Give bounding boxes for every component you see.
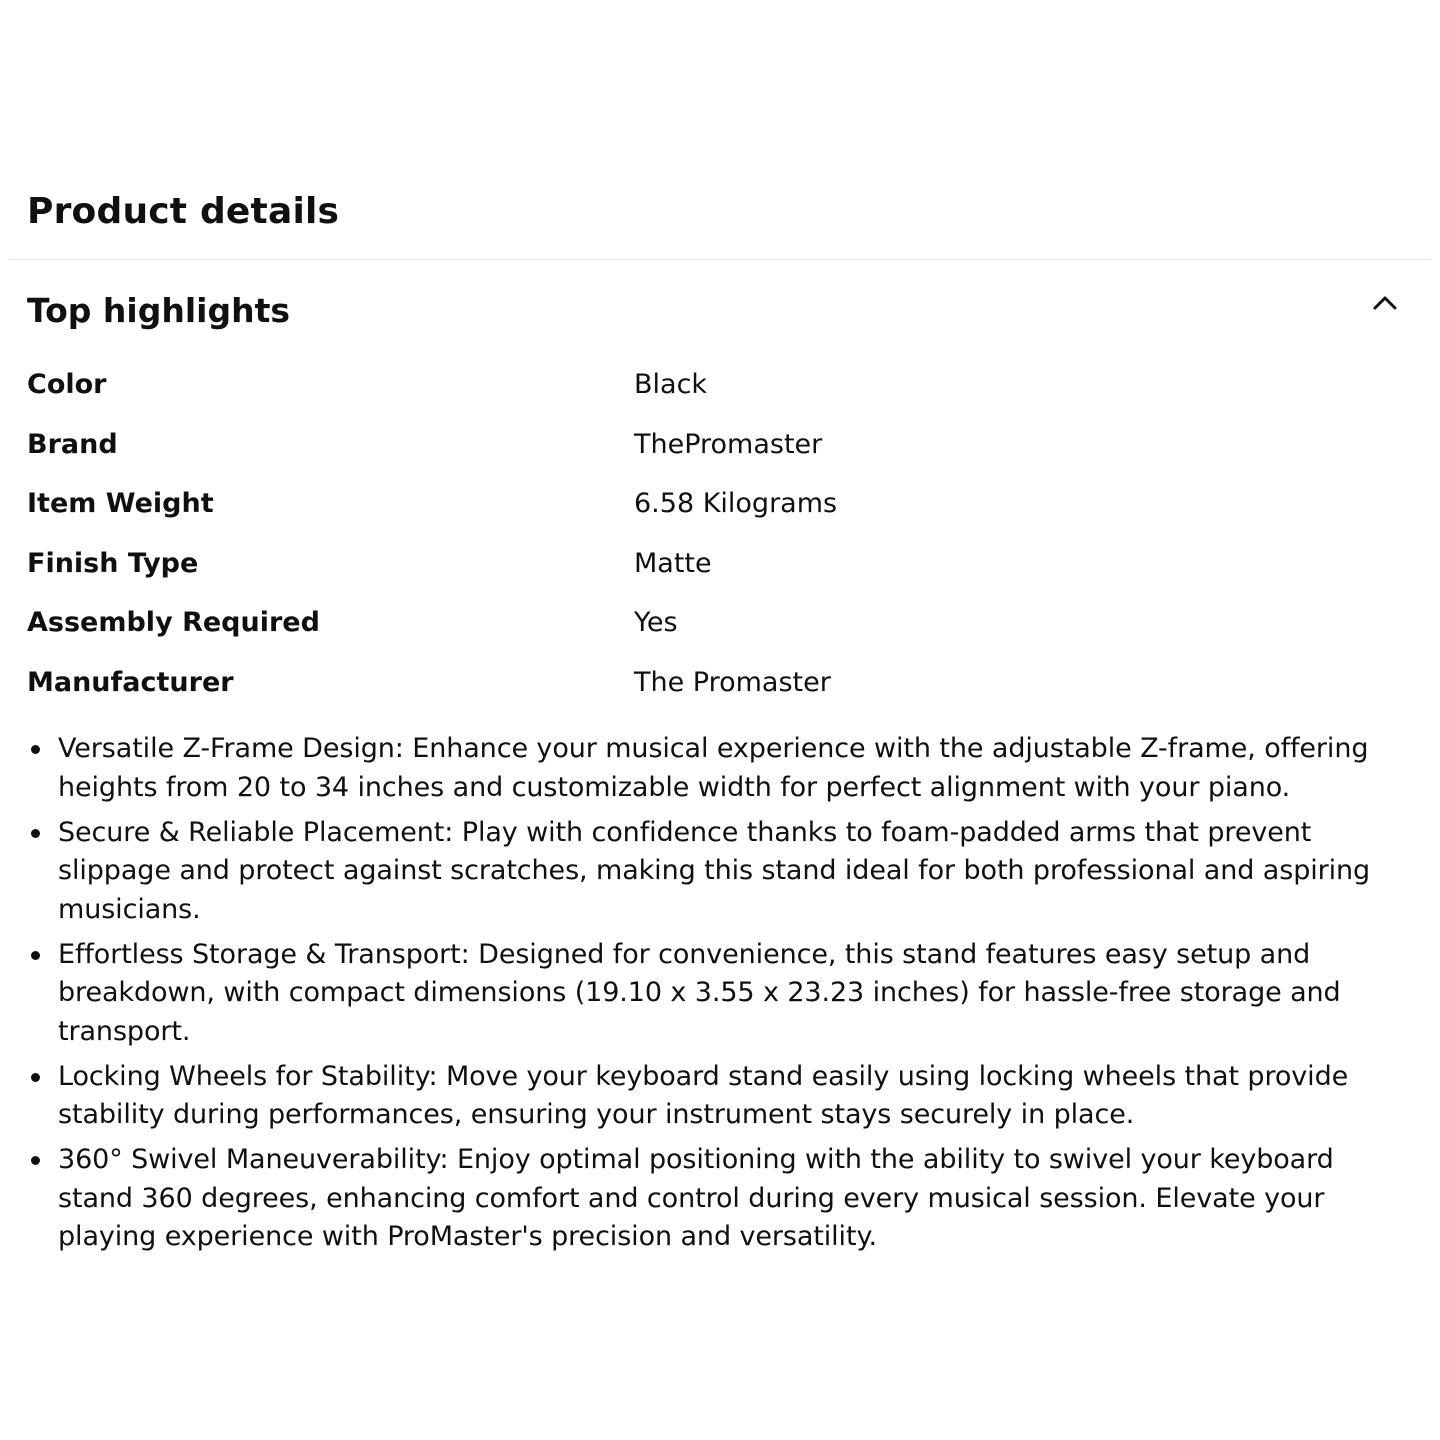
spec-label: Color (27, 369, 107, 400)
list-item (58, 1141, 1408, 1257)
spec-row (27, 362, 1407, 422)
list-item (58, 1058, 1408, 1135)
specs-table (27, 362, 1407, 719)
list-item (58, 936, 1408, 1052)
bullet-icon (31, 829, 40, 838)
spec-label: Manufacturer (27, 666, 234, 698)
highlights-list (58, 730, 1408, 1263)
bullet-icon (31, 1073, 40, 1082)
spec-value: Black (634, 369, 708, 400)
spec-value: ThePromaster (634, 428, 823, 460)
bullet-icon (31, 745, 40, 754)
bullet-icon (31, 951, 40, 960)
spec-value: The Promaster (634, 666, 831, 698)
spec-value: 6.58 Kilograms (634, 488, 838, 519)
spec-value: Matte (634, 547, 712, 579)
spec-label: Item Weight (27, 488, 214, 519)
spec-label: Finish Type (27, 547, 199, 579)
list-item (58, 730, 1408, 807)
list-item-text: Locking Wheels for Stability: Move your keyboard stand easily using locking wheels that provide stability during performances, ensuring your instrument stays securely in place. (58, 1060, 1349, 1130)
spec-row (27, 600, 1407, 660)
spec-row (27, 481, 1407, 541)
spec-label: Brand (27, 428, 118, 460)
list-item-text: Effortless Storage & Transport: Designed for convenience, this stand features easy setup and breakdown, with compact dimensions (19.10 x 3.55 x 23.23 inches) for hassle-free storage and transport. (58, 938, 1341, 1047)
section-title: Top highlights (27, 291, 290, 330)
list-item (58, 814, 1408, 930)
list-item-text: Versatile Z-Frame Design: Enhance your musical experience with the adjustable Z-frame, offering heights from 20 to 34 inches and customizable width for perfect alignment with your piano. (58, 733, 1369, 803)
spec-row (27, 541, 1407, 601)
spec-label: Assembly Required (27, 607, 320, 638)
page-title: Product details (27, 191, 340, 232)
spec-row (27, 660, 1407, 720)
top-highlights-header[interactable] (0, 285, 1440, 341)
bullet-icon (31, 1156, 40, 1165)
spec-row (27, 422, 1407, 482)
section-divider (9, 259, 1431, 260)
list-item-text: 360° Swivel Maneuverability: Enjoy optimal positioning with the ability to swivel your keyboard stand 360 degrees, enhancing comfort and control during every musical session. Elevate your playing experience with ProMaster's precision and versatility. (58, 1144, 1334, 1252)
list-item-text: Secure & Reliable Placement: Play with confidence thanks to foam-padded arms that prevent slippage and protect against scratches, making this stand ideal for both professional and aspiring musicians. (58, 816, 1371, 925)
chevron-up-icon[interactable] (1371, 289, 1399, 317)
spec-value: Yes (634, 607, 678, 638)
